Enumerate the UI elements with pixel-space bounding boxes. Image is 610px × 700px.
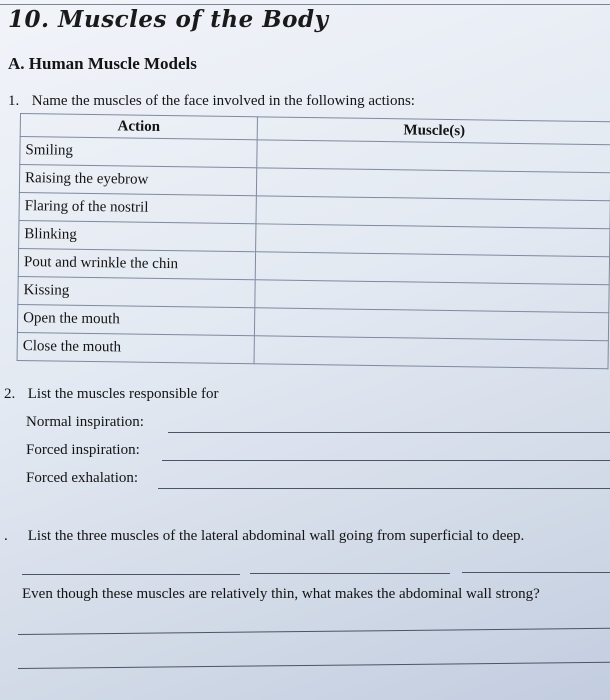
action-cell: Kissing bbox=[18, 276, 255, 307]
question-1-number: 1. bbox=[8, 93, 20, 109]
face-actions-table bbox=[17, 113, 610, 369]
forced-exhalation-answer-line[interactable] bbox=[158, 488, 610, 489]
action-cell: Blinking bbox=[19, 220, 256, 251]
action-column-header: Action bbox=[20, 114, 257, 140]
question-3-prompt: List the three muscles of the lateral abdominal wall going from superficial to deep. bbox=[27, 528, 525, 544]
question-3 bbox=[4, 528, 524, 545]
normal-inspiration-answer-line[interactable] bbox=[168, 432, 610, 433]
page-title: 10. Muscles of the Body bbox=[8, 6, 329, 33]
abdominal-strength-question: Even though these muscles are relatively thin, what makes the abdominal wall strong? bbox=[22, 586, 540, 602]
section-a-heading: A. Human Muscle Models bbox=[8, 54, 197, 73]
deep-muscle-answer-line[interactable] bbox=[462, 572, 610, 573]
action-cell: Raising the eyebrow bbox=[19, 165, 256, 196]
action-cell: Close the mouth bbox=[17, 332, 254, 363]
top-divider bbox=[0, 4, 610, 5]
action-cell: Pout and wrinkle the chin bbox=[18, 248, 255, 279]
muscle-column-header: Muscle(s) bbox=[257, 117, 610, 145]
abdominal-strength-answer-line-1[interactable] bbox=[18, 628, 610, 635]
forced-exhalation-label: Forced exhalation: bbox=[26, 470, 139, 486]
middle-muscle-answer-line[interactable] bbox=[250, 573, 450, 574]
action-cell: Open the mouth bbox=[17, 304, 254, 335]
forced-inspiration-label: Forced inspiration: bbox=[26, 442, 140, 458]
question-1 bbox=[8, 93, 415, 110]
question-3-number: . bbox=[4, 528, 8, 544]
superficial-muscle-answer-line[interactable] bbox=[22, 574, 240, 575]
question-2 bbox=[4, 386, 219, 403]
question-2-number: 2. bbox=[4, 386, 16, 402]
normal-inspiration-label: Normal inspiration: bbox=[26, 414, 144, 430]
question-1-prompt: Name the muscles of the face involved in the following actions: bbox=[31, 93, 415, 109]
muscle-answer-cell[interactable] bbox=[254, 336, 608, 369]
action-cell: Smiling bbox=[20, 137, 257, 168]
forced-inspiration-answer-line[interactable] bbox=[162, 460, 610, 461]
abdominal-strength-answer-line-2[interactable] bbox=[18, 662, 610, 669]
question-2-prompt: List the muscles responsible for bbox=[27, 386, 219, 402]
action-cell: Flaring of the nostril bbox=[19, 192, 256, 223]
